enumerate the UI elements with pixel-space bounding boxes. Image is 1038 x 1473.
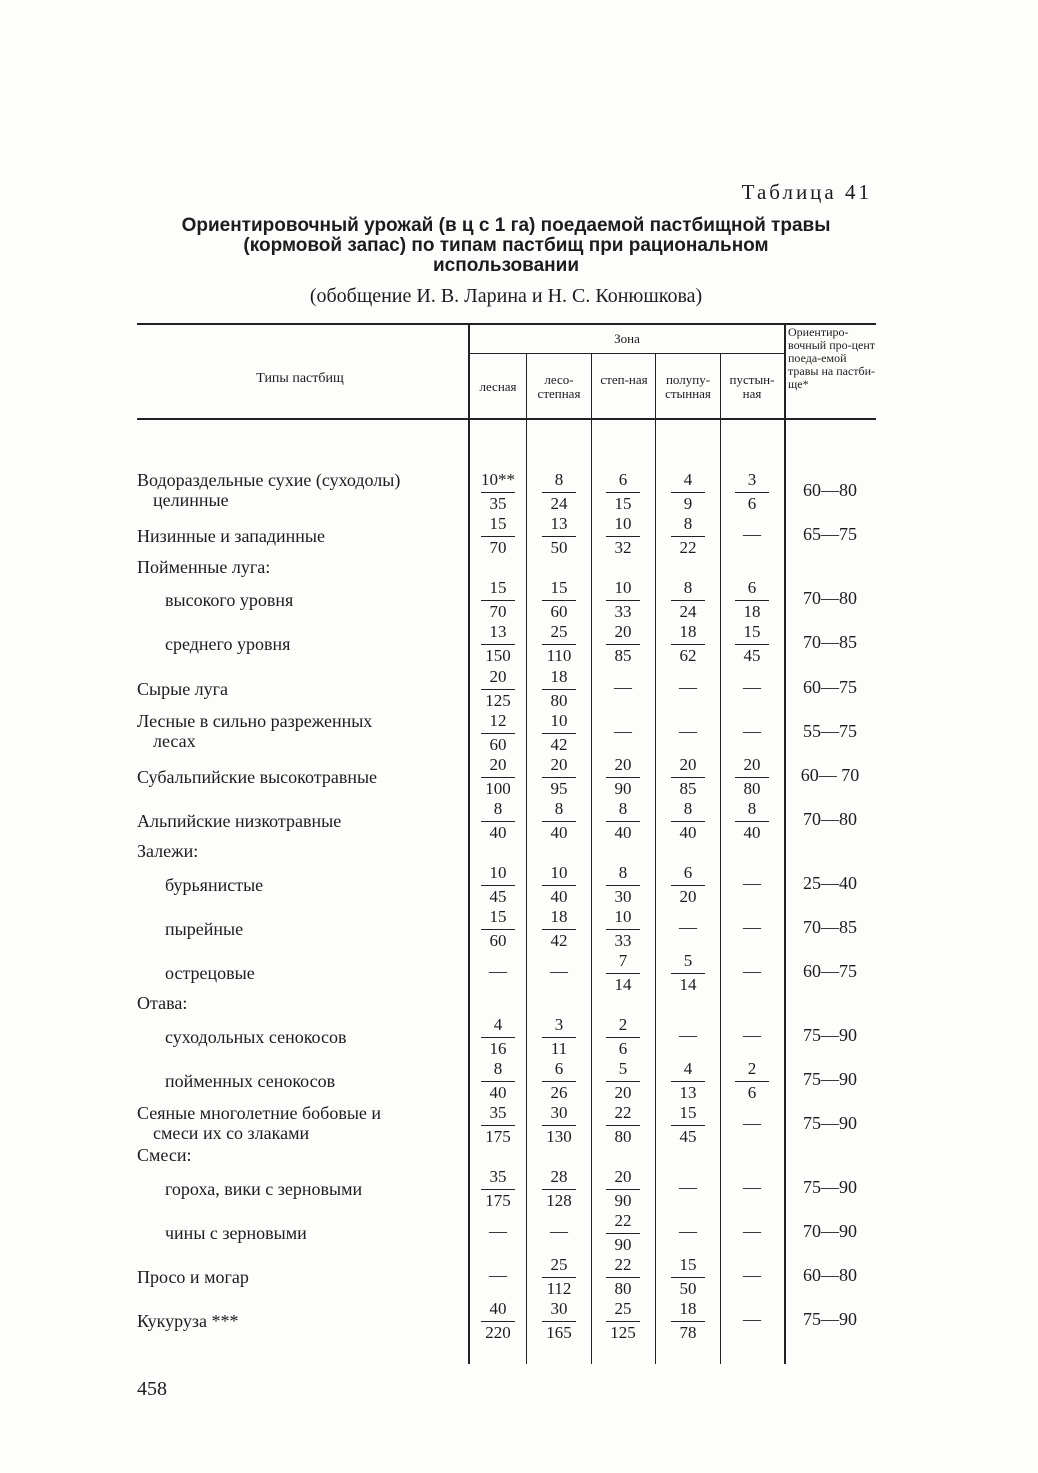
fraction-denominator: 40 [606,821,640,843]
fraction-denominator: 60 [542,600,576,622]
yield-fraction [593,470,653,514]
yield-fraction [658,1059,718,1103]
table-title: Ориентировочный урожай (в ц с 1 га) поедаемой пастбищной травы (кормовой запас) по типам пастбищ при рациональном использовании [181,215,831,276]
fraction-denominator: 90 [606,1233,640,1255]
fraction-denominator: 40 [481,1081,515,1103]
yield-fraction [468,907,528,951]
eaten-percent: 55—75 [803,721,857,741]
yield-fraction [529,1299,589,1343]
fraction-numerator: 18 [679,1299,697,1318]
fraction-numerator: 10 [489,863,507,882]
yield-fraction [658,578,718,622]
empty-cell: — [489,1265,507,1285]
fraction-numerator: 22 [614,1211,632,1230]
yield-fraction [593,1255,653,1299]
fraction-denominator: 42 [542,929,576,951]
row-label-continuation: смеси их со злаками [153,1123,310,1143]
row-label: Субальпийские высокотравные [137,767,378,787]
row-label: чины с зерновыми [165,1223,307,1243]
fraction-denominator: 85 [671,777,705,799]
fraction-numerator: 30 [550,1299,568,1318]
eaten-percent: 75—90 [803,1309,857,1329]
yield-fraction [529,1255,589,1299]
yield-fraction [529,863,589,907]
fraction-denominator: 150 [481,644,515,666]
fraction-numerator: 25 [614,1299,632,1318]
fraction-numerator: 18 [550,667,568,686]
yield-fraction [529,1103,589,1147]
yield-fraction [658,1299,718,1343]
empty-cell: — [679,1025,697,1045]
eaten-percent: 60—75 [803,677,857,697]
fraction-numerator: 4 [683,1059,693,1078]
zone-underline [470,353,784,354]
fraction-numerator: 10 [614,514,632,533]
empty-cell: — [743,1265,761,1285]
fraction-numerator: 8 [554,799,564,818]
fraction-denominator: 24 [542,492,576,514]
fraction-numerator: 20 [614,622,632,641]
row-label: Залежи: [137,841,199,861]
header-zone-3: степ-ная [600,372,648,387]
header-zone-2: лесо-степная [537,372,581,401]
fraction-numerator: 20 [743,755,761,774]
fraction-denominator: 70 [481,600,515,622]
fraction-denominator: 165 [542,1321,576,1343]
yield-fraction [468,755,528,799]
fraction-numerator: 8 [747,799,757,818]
row-label: Отава: [137,993,188,1013]
fraction-numerator: 15 [550,578,568,597]
fraction-denominator: 26 [542,1081,576,1103]
header-zone-4: полупу-стынная [665,372,711,401]
fraction-denominator: 80 [735,777,769,799]
fraction-numerator: 8 [493,1059,503,1078]
header-bottom-rule [137,418,876,420]
empty-cell: — [489,961,507,981]
fraction-denominator: 40 [735,821,769,843]
yield-fraction [593,1015,653,1059]
fraction-denominator: 30 [606,885,640,907]
fraction-numerator: 7 [618,951,628,970]
fraction-numerator: 10 [614,907,632,926]
empty-cell: — [743,1221,761,1241]
eaten-percent: 75—90 [803,1025,857,1045]
fraction-denominator: 16 [481,1037,515,1059]
fraction-numerator: 35 [489,1103,507,1122]
yield-fraction [658,863,718,907]
yield-fraction [593,951,653,995]
empty-cell: — [679,721,697,741]
row-label-continuation: лесах [153,731,196,751]
column-rule [591,354,592,1364]
fraction-numerator: 15 [489,514,507,533]
row-label: гороха, вики с зерновыми [165,1179,363,1199]
yield-fraction [468,1103,528,1147]
empty-cell: — [743,677,761,697]
fraction-denominator: 24 [671,600,705,622]
fraction-denominator: 20 [671,885,705,907]
yield-fraction [658,470,718,514]
yield-fraction [468,799,528,843]
row-label: пойменных сенокосов [165,1071,336,1091]
fraction-denominator: 45 [735,644,769,666]
yield-fraction [593,622,653,666]
yield-fraction [722,470,782,514]
fraction-denominator: 60 [481,733,515,755]
fraction-numerator: 10 [550,711,568,730]
fraction-numerator: 3 [554,1015,564,1034]
fraction-denominator: 45 [481,885,515,907]
fraction-numerator: 6 [618,470,628,489]
fraction-numerator: 13 [550,514,568,533]
yield-fraction [722,578,782,622]
fraction-denominator: 35 [481,492,515,514]
yield-fraction [468,514,528,558]
row-label: Пойменные луга: [137,557,271,577]
eaten-percent: 60—80 [803,480,857,500]
fraction-denominator: 33 [606,929,640,951]
row-label: острецовые [165,963,255,983]
fraction-numerator: 30 [550,1103,568,1122]
fraction-numerator: 10 [550,863,568,882]
empty-cell: — [743,524,761,544]
eaten-percent: 25—40 [803,873,857,893]
column-rule [655,354,656,1364]
empty-cell: — [550,1221,568,1241]
eaten-percent: 65—75 [803,524,857,544]
fraction-denominator: 60 [481,929,515,951]
page-number: 458 [137,1378,167,1400]
yield-fraction [593,514,653,558]
eaten-percent: 60— 70 [800,765,860,785]
yield-fraction [468,578,528,622]
fraction-numerator: 13 [489,622,507,641]
fraction-numerator: 5 [618,1059,628,1078]
fraction-denominator: 125 [606,1321,640,1343]
fraction-denominator: 80 [606,1277,640,1299]
fraction-numerator: 5 [683,951,693,970]
fraction-numerator: 8 [683,514,693,533]
row-label: Сеяные многолетние бобовые и [137,1103,382,1123]
empty-cell: — [679,677,697,697]
fraction-denominator: 128 [542,1189,576,1211]
fraction-numerator: 8 [554,470,564,489]
yield-fraction [529,799,589,843]
fraction-numerator: 40 [489,1299,507,1318]
yield-fraction [468,1167,528,1211]
row-label-continuation: целинные [153,490,229,510]
fraction-denominator: 85 [606,644,640,666]
row-label: Кукуруза *** [137,1311,239,1331]
fraction-numerator: 22 [614,1103,632,1122]
fraction-numerator: 15 [743,622,761,641]
yield-fraction [593,1211,653,1255]
empty-cell: — [743,1177,761,1197]
fraction-numerator: 8 [493,799,503,818]
fraction-numerator: 15 [489,907,507,926]
fraction-denominator: 95 [542,777,576,799]
fraction-denominator: 90 [606,777,640,799]
fraction-denominator: 6 [735,1081,769,1103]
yield-fraction [468,863,528,907]
fraction-numerator: 35 [489,1167,507,1186]
row-label: Водораздельные сухие (суходолы) [137,470,401,490]
yield-fraction [593,755,653,799]
yield-fraction [658,1103,718,1147]
yield-fraction [593,1167,653,1211]
fraction-denominator: 110 [542,644,576,666]
row-label: высокого уровня [165,590,294,610]
yield-fraction [529,578,589,622]
yield-fraction [468,667,528,711]
yield-fraction [468,1299,528,1343]
fraction-numerator: 20 [489,755,507,774]
fraction-denominator: 14 [606,973,640,995]
header-zone: Зона [614,331,640,346]
eaten-percent: 70—80 [803,588,857,608]
row-label: Сырые луга [137,679,229,699]
yield-fraction [468,711,528,755]
fraction-denominator: 130 [542,1125,576,1147]
yield-fraction [529,667,589,711]
empty-cell: — [679,1177,697,1197]
fraction-denominator: 112 [542,1277,576,1299]
header-top-rule [137,323,876,325]
empty-cell: — [743,917,761,937]
fraction-numerator: 10** [481,470,515,489]
yield-fraction [593,1059,653,1103]
yield-fraction [722,799,782,843]
fraction-denominator: 15 [606,492,640,514]
header-zone-5: пустын-ная [729,372,775,401]
eaten-percent: 75—90 [803,1113,857,1133]
fraction-numerator: 8 [683,799,693,818]
yield-fraction [529,470,589,514]
yield-fraction [593,799,653,843]
fraction-numerator: 8 [618,863,628,882]
fraction-numerator: 10 [614,578,632,597]
fraction-numerator: 2 [747,1059,757,1078]
empty-cell: — [614,677,632,697]
yield-fraction [722,622,782,666]
eaten-percent: 75—90 [803,1069,857,1089]
fraction-denominator: 175 [481,1125,515,1147]
fraction-numerator: 8 [683,578,693,597]
empty-cell: — [550,961,568,981]
yield-fraction [468,1015,528,1059]
header-percent: Ориентиро-вочный про-цент поеда-емой травы на пастби-ще* [788,325,876,391]
row-label: среднего уровня [165,634,291,654]
fraction-denominator: 11 [542,1037,576,1059]
empty-cell: — [614,721,632,741]
fraction-numerator: 3 [747,470,757,489]
eaten-percent: 70—90 [803,1221,857,1241]
row-label: Смеси: [137,1145,192,1165]
fraction-numerator: 20 [489,667,507,686]
fraction-denominator: 42 [542,733,576,755]
fraction-numerator: 25 [550,622,568,641]
fraction-denominator: 40 [542,885,576,907]
yield-fraction [722,1059,782,1103]
yield-fraction [529,1015,589,1059]
row-label: Лесные в сильно разреженных [137,711,373,731]
fraction-denominator: 100 [481,777,515,799]
empty-cell: — [489,1221,507,1241]
yield-fraction [593,1103,653,1147]
fraction-numerator: 20 [614,1167,632,1186]
fraction-numerator: 18 [679,622,697,641]
yield-fraction [529,1059,589,1103]
fraction-numerator: 20 [614,755,632,774]
row-label: пырейные [165,919,244,939]
fraction-denominator: 62 [671,644,705,666]
yield-fraction [722,755,782,799]
eaten-percent: 75—90 [803,1177,857,1197]
yield-fraction [529,907,589,951]
fraction-denominator: 125 [481,689,515,711]
fraction-denominator: 6 [735,492,769,514]
fraction-numerator: 15 [489,578,507,597]
row-label: суходольных сенокосов [165,1027,347,1047]
eaten-percent: 70—80 [803,809,857,829]
fraction-denominator: 40 [481,821,515,843]
row-label: Просо и могар [137,1267,249,1287]
column-rule [720,354,721,1364]
fraction-numerator: 20 [550,755,568,774]
fraction-denominator: 80 [606,1125,640,1147]
fraction-denominator: 13 [671,1081,705,1103]
header-types: Типы пастбищ [256,371,344,386]
fraction-denominator: 20 [606,1081,640,1103]
yield-fraction [593,1299,653,1343]
fraction-denominator: 6 [606,1037,640,1059]
row-label: Альпийские низкотравные [137,811,342,831]
fraction-numerator: 8 [618,799,628,818]
fraction-numerator: 25 [550,1255,568,1274]
fraction-denominator: 90 [606,1189,640,1211]
fraction-denominator: 40 [542,821,576,843]
fraction-numerator: 12 [489,711,507,730]
fraction-denominator: 40 [671,821,705,843]
empty-cell: — [743,1309,761,1329]
empty-cell: — [743,1113,761,1133]
fraction-denominator: 18 [735,600,769,622]
fraction-denominator: 78 [671,1321,705,1343]
row-label: бурьянистые [165,875,264,895]
yield-fraction [593,907,653,951]
empty-cell: — [679,917,697,937]
fraction-numerator: 2 [618,1015,628,1034]
fraction-numerator: 6 [554,1059,564,1078]
empty-cell: — [743,721,761,741]
table-subtitle: (обобщение И. В. Ларина и Н. С. Конюшкова) [309,285,703,307]
fraction-denominator: 220 [481,1321,515,1343]
fraction-denominator: 33 [606,600,640,622]
fraction-numerator: 28 [550,1167,568,1186]
fraction-numerator: 4 [683,470,693,489]
fraction-numerator: 20 [679,755,697,774]
fraction-denominator: 175 [481,1189,515,1211]
table-label: Таблица 41 [741,180,872,204]
empty-cell: — [743,1025,761,1045]
fraction-denominator: 14 [671,973,705,995]
empty-cell: — [743,873,761,893]
fraction-numerator: 18 [550,907,568,926]
fraction-denominator: 32 [606,536,640,558]
yield-fraction [529,1167,589,1211]
fraction-numerator: 15 [679,1103,697,1122]
yield-fraction [658,514,718,558]
yield-fraction [468,470,528,514]
yield-fraction [468,1059,528,1103]
empty-cell: — [679,1221,697,1241]
fraction-denominator: 80 [542,689,576,711]
fraction-denominator: 45 [671,1125,705,1147]
eaten-percent: 70—85 [803,917,857,937]
header-zone-1: лесная [479,379,517,394]
yield-fraction [658,951,718,995]
yield-fraction [529,622,589,666]
fraction-denominator: 70 [481,536,515,558]
eaten-percent: 70—85 [803,632,857,652]
yield-fraction [529,711,589,755]
yield-fraction [468,622,528,666]
yield-fraction [593,863,653,907]
row-label: Низинные и западинные [137,526,325,546]
fraction-numerator: 6 [747,578,757,597]
fraction-numerator: 6 [683,863,693,882]
fraction-denominator: 9 [671,492,705,514]
yield-fraction [593,578,653,622]
fraction-numerator: 22 [614,1255,632,1274]
fraction-denominator: 50 [542,536,576,558]
yield-fraction [529,755,589,799]
yield-fraction [658,1255,718,1299]
fraction-numerator: 15 [679,1255,697,1274]
yield-fraction [529,514,589,558]
eaten-percent: 60—80 [803,1265,857,1285]
yield-fraction [658,622,718,666]
empty-cell: — [743,961,761,981]
fraction-denominator: 50 [671,1277,705,1299]
yield-fraction [658,755,718,799]
yield-fraction [658,799,718,843]
eaten-percent: 60—75 [803,961,857,981]
fraction-denominator: 22 [671,536,705,558]
fraction-numerator: 4 [493,1015,503,1034]
